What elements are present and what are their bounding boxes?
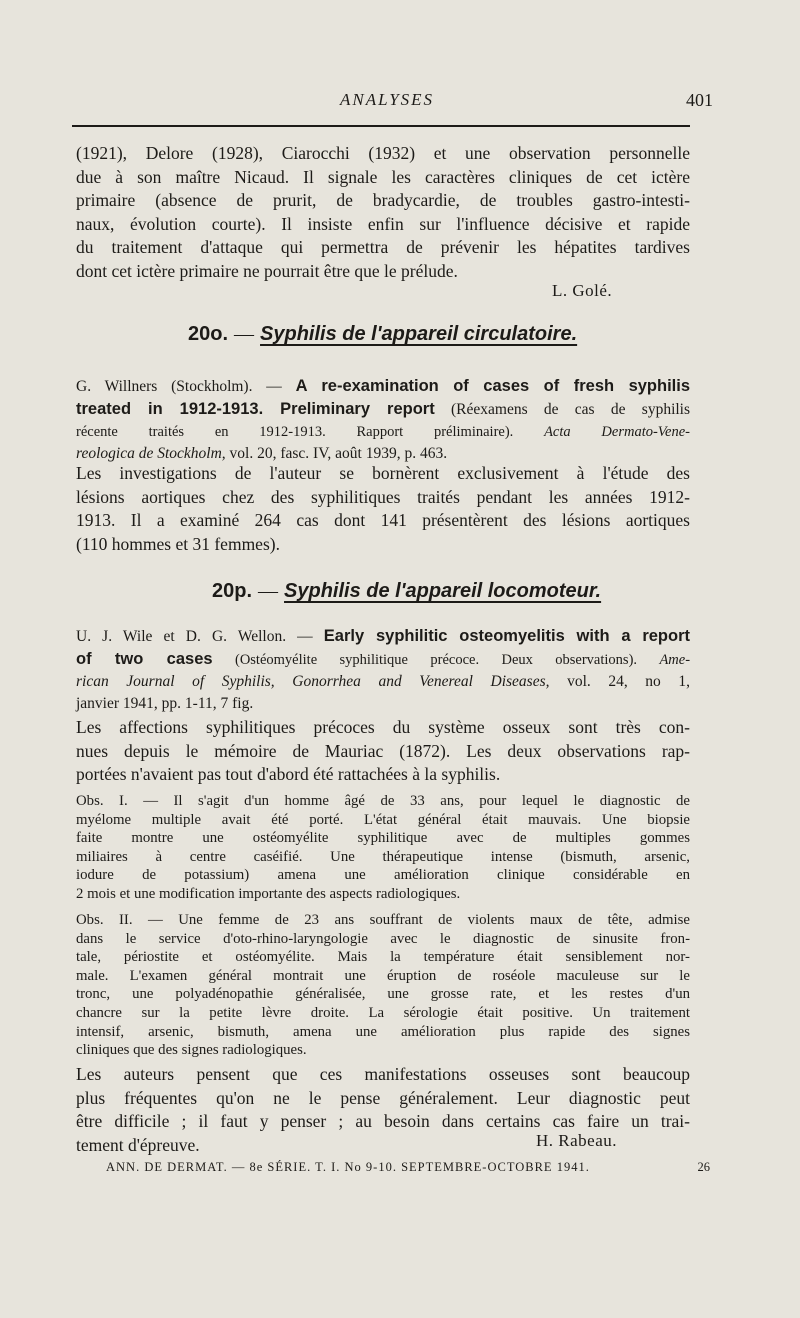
header-rule	[72, 125, 690, 127]
reference-authors: G. Willners (Stockholm). —	[76, 378, 282, 395]
reference-volume: vol. 20, fasc. IV, août 1939, p. 463.	[229, 445, 448, 462]
section-number: 20p.	[212, 580, 253, 602]
text-line: dans le service d'oto-rhino-laryngologie avec le diagnostic de sinusite fron-	[76, 930, 690, 947]
reference-willners	[76, 375, 690, 465]
section-title: Syphilis de l'appareil locomoteur.	[284, 580, 602, 602]
text-line: (1921), Delore (1928), Ciarocchi (1932) et une observation personnelle	[76, 143, 690, 163]
section-title: Syphilis de l'appareil circulatoire.	[260, 323, 578, 345]
reference-line	[76, 375, 690, 398]
section-dash: —	[258, 580, 279, 602]
text-line: Les affections syphilitiques précoces du système osseux sont très con-	[76, 717, 690, 737]
reference-line	[76, 671, 690, 693]
text-line: chancre sur la petite lèvre droite. La sérologie était positive. Un traitement	[76, 1004, 690, 1021]
reference-title: Early syphilitic osteomyelitis with a report	[323, 627, 691, 645]
reference-title: of two cases	[76, 650, 213, 668]
section-dash: —	[234, 323, 255, 345]
reference-line	[76, 421, 690, 443]
text-line: iodure de potassium) amena une amélioration clinique considérable en	[76, 867, 690, 884]
text-line: dont cet ictère primaire ne pourrait être que le prélude.	[76, 260, 458, 281]
text-line: 1913. Il a examiné 264 cas dont 141 présentèrent des lésions aortiques	[76, 510, 690, 530]
page-footer	[106, 1160, 710, 1175]
text-line: (110 hommes et 31 femmes).	[76, 533, 280, 554]
paragraph-willners	[76, 462, 690, 556]
reference-wile-wellon	[76, 625, 690, 715]
text-line: Obs. II. — Une femme de 23 ans souffrant de violents maux de tête, admise	[76, 912, 690, 928]
text-line: Les investigations de l'auteur se bornèrent exclusivement à l'étude des	[76, 463, 690, 483]
text-line: Obs. I. — Il s'agit d'un homme âgé de 33 ans, pour lequel le diagnostic de	[76, 793, 690, 809]
text-line: naux, évolution courte). Il insiste enfin sur l'influence décisive et rapide	[76, 213, 690, 234]
section-number: 20o.	[188, 323, 229, 345]
footer-signature-number: 26	[697, 1160, 710, 1174]
text-line: tement d'épreuve.	[76, 1134, 200, 1155]
intro-paragraph	[76, 142, 690, 283]
text-line: primaire (absence de prurit, de bradycardie, de troubles gastro-intesti-	[76, 190, 690, 210]
reference-line	[76, 398, 690, 421]
signature-gole: L. Golé.	[552, 281, 613, 300]
reference-journal: Acta Dermato-Vene-	[544, 424, 690, 440]
text-line: cliniques que des signes radiologiques.	[76, 1042, 307, 1059]
reference-translation: (Réexamens de cas de syphilis	[451, 401, 691, 418]
text-line: faite montre une ostéomyélite syphilitique avec de multiples gommes	[76, 830, 690, 847]
reference-journal: Ame-	[659, 652, 691, 668]
text-line: tale, périostite et ostéomyélite. Mais la température était sensiblement nor-	[76, 949, 690, 966]
reference-journal: rican Journal of Syphilis, Gonorrhea and Venereal Diseases,	[76, 673, 550, 690]
text-line: plus fréquentes qu'on ne le pense généralement. Leur diagnostic peut	[76, 1087, 690, 1108]
running-header-title: ANALYSES	[340, 90, 435, 109]
text-line: nues depuis le mémoire de Mauriac (1872). Les deux observations rap-	[76, 740, 690, 761]
text-line: miliaires à centre caséifié. Une thérapeutique intense (bismuth, arsenic,	[76, 848, 690, 865]
text-line: intensif, arsenic, bismuth, amena une amélioration plus rapide des signes	[76, 1023, 690, 1040]
text-line: due à son maître Nicaud. Il signale les caractères cliniques de cet ictère	[76, 166, 690, 187]
signature-rabeau: H. Rabeau.	[536, 1131, 618, 1150]
page-number: 401	[686, 90, 713, 110]
reference-title: A re-examination of cases of fresh syphilis	[295, 377, 691, 395]
reference-authors: U. J. Wile et D. G. Wellon. —	[76, 628, 313, 645]
observation-2	[76, 911, 690, 1060]
footer-citation: ANN. DE DERMAT. — 8e SÉRIE. T. I. No 9-10. SEPTEMBRE-OCTOBRE 1941.	[106, 1160, 590, 1174]
text-line: tronc, une polyadénopathie généralisée, une grosse rate, et les restes d'un	[76, 986, 690, 1003]
text-line: 2 mois et une modification importante des aspects radiologiques.	[76, 885, 461, 902]
text-line: être difficile ; il faut y penser ; au besoin dans certains cas faire un trai-	[76, 1111, 690, 1131]
section-heading-20p	[212, 580, 601, 603]
text-line: male. L'examen général montrait une éruption de roséole maculeuse sur le	[76, 967, 690, 984]
reference-volume: vol. 24, no 1,	[567, 673, 690, 690]
reference-title: treated in 1912-1913. Preliminary report	[76, 400, 435, 418]
reference-line	[76, 648, 690, 671]
observation-1	[76, 792, 690, 904]
section-heading-20o	[188, 323, 577, 346]
reference-translation: récente traités en 1912-1913. Rapport préliminaire).	[76, 424, 514, 440]
text-line: myélome multiple avait été porté. L'état général était mauvais. Une biopsie	[76, 811, 690, 828]
text-line: du traitement d'attaque qui permettra de prévenir les hépatites tardives	[76, 237, 690, 257]
reference-line: janvier 1941, pp. 1-11, 7 fig.	[76, 695, 254, 712]
text-line: Les auteurs pensent que ces manifestations osseuses sont beaucoup	[76, 1064, 690, 1084]
reference-journal: reologica de Stockholm,	[76, 445, 226, 462]
paragraph-wile-intro	[76, 716, 690, 787]
text-line: portées n'avaient pas tout d'abord été rattachées à la syphilis.	[76, 764, 501, 784]
text-line: lésions aortiques chez des syphilitiques traités pendant les années 1912-	[76, 486, 690, 507]
reference-line	[76, 625, 690, 648]
reference-translation: (Ostéomyélite syphilitique précoce. Deux observations).	[234, 652, 638, 668]
